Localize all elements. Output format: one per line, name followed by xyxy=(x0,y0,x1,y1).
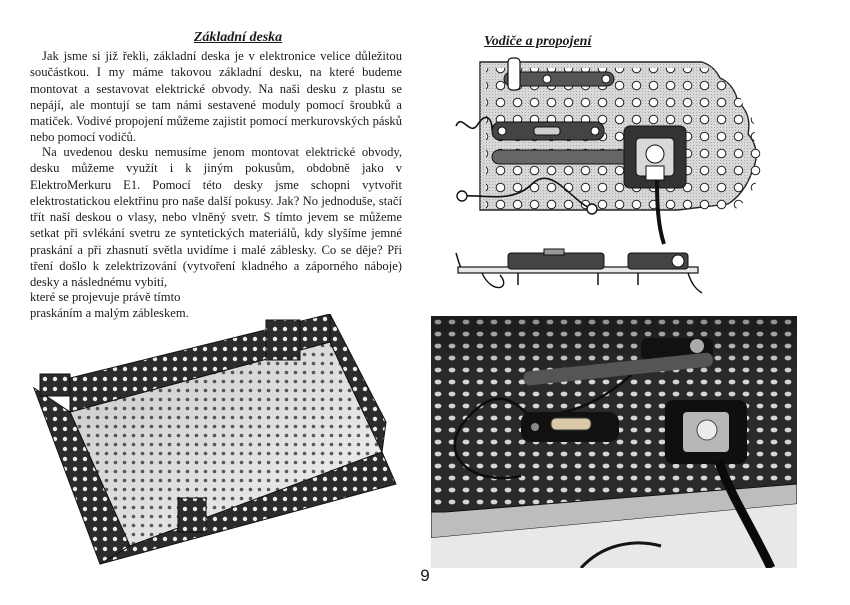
base-board-photo xyxy=(30,314,412,572)
board-side-view-diagram xyxy=(452,245,708,297)
page-number: 9 xyxy=(420,566,430,585)
paragraph-2-tail-line-2: praskáním a malým zábleskem. xyxy=(30,306,189,320)
board-wiring-diagram xyxy=(452,54,778,254)
paragraph-2: Na uvedenou desku nemusíme jenom montovat elektrické obvody, desku můžeme využít i k jiným pokusům, obdobně jako v ElektroMerkuru E1. Pomocí této desky jsme schopni vytvořit elektrostatickou elektřinu pro naše další pokusy. Jak? No jednoduše, stačí třít naší deskou o vlasy, nebo vlněný svetr. S tímto jevem se můžeme setkat při svlékání svetru ze syntetických materiálů, kdy slyšíme jemné praskání a při zhasnutí světla uvidíme i malé záblesky. Co se děje? Při tření došlo k zelektrizování (vytvoření kladného a záporného náboje) desky a následnému vybití, xyxy=(30,145,402,290)
paragraph-2-tail-line-1: které se projevuje právě tímto xyxy=(30,290,181,304)
section-title-vodice-a-propojeni: Vodiče a propojení xyxy=(484,34,592,49)
wired-board-photo xyxy=(431,316,797,568)
paragraph-1: Jak jsme si již řekli, základní deska je v elektronice velice důležitou součástkou. I my máme takovou základní desku, na které budeme montovat a sestavovat elektrické obvody. Na naši desku z plastu se nepájí, ale montují se tam námi sestavené moduly pomocí šroubků a matiček. Vodivé propojení můžeme zajistit pomocí merkurovských pásků nebo pomocí vodičů. xyxy=(30,49,402,145)
section-title-zakladni-deska: Základní deska xyxy=(193,30,283,45)
angle-bracket xyxy=(508,58,520,90)
